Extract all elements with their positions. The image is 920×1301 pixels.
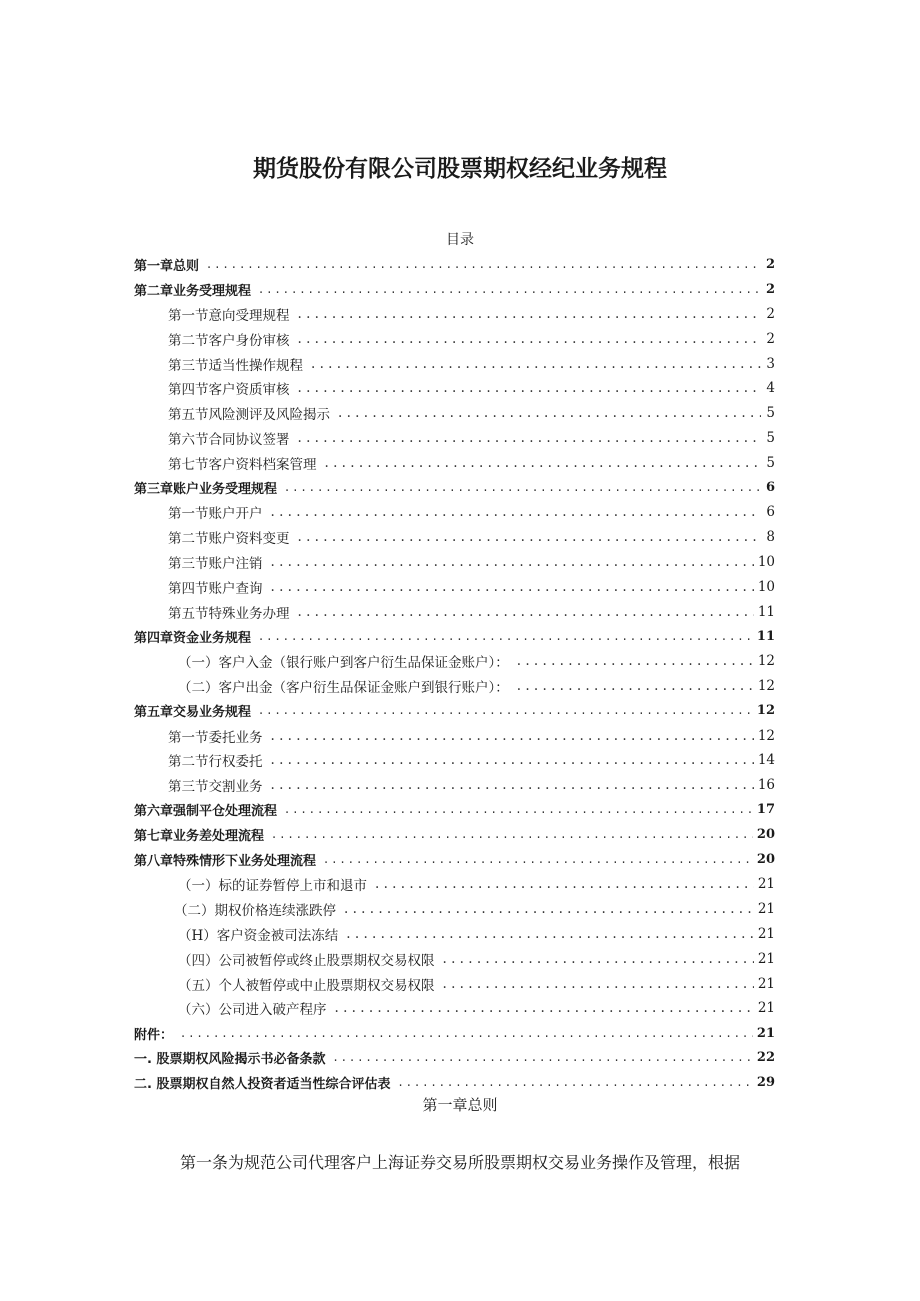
toc-dot-leader: [335, 1000, 754, 1016]
toc-entry-page: 22: [756, 1050, 775, 1066]
toc-dot-leader: [259, 629, 753, 644]
toc-entry-page: 5: [766, 429, 775, 446]
toc-dot-leader: [344, 901, 754, 917]
toc-entry-label: （一）标的证券暂停上市和退市: [178, 878, 367, 895]
toc-entry-label: 第四章资金业务规程: [134, 630, 252, 646]
toc-entry-page: 12: [756, 703, 775, 719]
toc-entry[interactable]: [134, 624, 775, 649]
toc-entry[interactable]: [134, 376, 775, 401]
toc-entry-label: 第四节客户资质审核: [168, 382, 290, 399]
toc-entry-label: 第一节意向受理规程: [168, 307, 290, 324]
toc-entry-page: 14: [757, 752, 775, 769]
toc-entry[interactable]: [134, 897, 775, 922]
toc-entry-page: 17: [756, 802, 775, 818]
toc-entry-page: 12: [757, 727, 775, 744]
toc-dot-leader: [443, 976, 754, 992]
toc-dot-leader: [298, 331, 762, 347]
toc-entry-label: 第三节适当性操作规程: [168, 357, 303, 374]
toc-entry[interactable]: [134, 1070, 775, 1095]
toc-entry-label: 第二节行权委托: [168, 754, 263, 771]
toc-entry-page: 29: [756, 1075, 775, 1091]
toc-entry[interactable]: [134, 277, 775, 302]
toc-dot-leader: [346, 926, 754, 942]
toc-entry-label: 第二节客户身份审核: [168, 332, 290, 349]
toc-entry-label: （二）客户出金（客户衍生品保证金账户到银行账户）：: [178, 679, 509, 696]
toc-entry-page: 11: [757, 603, 775, 620]
toc-entry-label: 第八章特殊情形下业务处理流程: [134, 854, 317, 870]
toc-dot-leader: [207, 257, 761, 272]
toc-entry[interactable]: [134, 500, 775, 525]
toc-dot-leader: [298, 380, 762, 396]
toc-entry[interactable]: [134, 550, 775, 575]
toc-entry-label: 第六章强制平仓处理流程: [134, 804, 278, 820]
toc-entry-page: 2: [766, 330, 775, 347]
toc-entry-label: （四）公司被暂停或终止股票期权交易权限: [178, 952, 435, 969]
toc-entry-page: 2: [765, 281, 775, 297]
toc-dot-leader: [398, 1075, 752, 1090]
toc-entry[interactable]: [134, 1021, 775, 1046]
toc-entry[interactable]: [134, 599, 775, 624]
table-of-contents: [134, 252, 775, 1095]
toc-entry-label: 第一节委托业务: [168, 729, 263, 746]
toc-entry-label: （二）期权价格连续涨跌停: [174, 903, 336, 920]
toc-entry-page: 5: [766, 454, 775, 471]
toc-entry[interactable]: [134, 748, 775, 773]
toc-entry-label: 第三节账户注销: [168, 555, 263, 572]
toc-entry[interactable]: [134, 847, 775, 872]
body-paragraph: 第一条为规范公司代理客户上海证券交易所股票期权交易业务操作及管理，根据: [180, 1153, 741, 1172]
toc-entry[interactable]: [134, 698, 775, 723]
toc-dot-leader: [259, 282, 761, 297]
toc-entry[interactable]: [134, 773, 775, 798]
toc-entry-page: 21: [757, 975, 775, 992]
toc-dot-leader: [285, 802, 753, 817]
toc-entry-label: 第六节合同协议签署: [168, 431, 290, 448]
toc-dot-leader: [181, 1026, 753, 1041]
toc-entry-page: 12: [757, 677, 775, 694]
toc-dot-leader: [298, 529, 762, 545]
toc-entry[interactable]: [134, 674, 775, 699]
toc-entry[interactable]: [134, 946, 775, 971]
toc-entry-page: 10: [757, 553, 775, 570]
toc-entry-page: 2: [765, 256, 775, 272]
toc-entry-page: 8: [766, 529, 775, 546]
toc-dot-leader: [517, 653, 754, 669]
toc-entry-label: 一. 股票期权风险揭示书必备条款: [134, 1052, 326, 1068]
toc-entry[interactable]: [134, 872, 775, 897]
toc-entry-label: （一）客户入金（银行账户到客户衍生品保证金账户）：: [178, 655, 509, 672]
toc-dot-leader: [443, 951, 754, 967]
toc-entry-page: 21: [757, 1000, 775, 1017]
toc-entry[interactable]: [134, 723, 775, 748]
toc-dot-leader: [298, 604, 754, 620]
toc-entry[interactable]: [134, 450, 775, 475]
document-title: 期货股份有限公司股票期权经纪业务规程: [253, 156, 667, 182]
toc-entry[interactable]: [134, 426, 775, 451]
toc-entry-label: 附件：: [134, 1027, 174, 1043]
toc-entry[interactable]: [134, 971, 775, 996]
toc-dot-leader: [271, 777, 754, 793]
toc-entry[interactable]: [134, 525, 775, 550]
toc-entry[interactable]: [134, 574, 775, 599]
toc-dot-leader: [375, 876, 754, 892]
toc-entry-label: 第三章账户业务受理规程: [134, 482, 278, 498]
toc-dot-leader: [285, 480, 761, 495]
toc-dot-leader: [271, 504, 762, 520]
chapter-heading: 第一章总则: [422, 1096, 498, 1114]
toc-dot-leader: [517, 678, 754, 694]
toc-entry-label: 第二章业务受理规程: [134, 283, 252, 299]
toc-dot-leader: [271, 554, 754, 570]
toc-entry-page: 5: [766, 405, 775, 422]
toc-dot-leader: [298, 306, 762, 322]
toc-entry-page: 2: [766, 305, 775, 322]
toc-entry-page: 21: [757, 876, 775, 893]
toc-entry-page: 21: [757, 950, 775, 967]
toc-entry-page: 20: [756, 827, 775, 843]
toc-dot-leader: [333, 1050, 752, 1065]
toc-entry-page: 20: [756, 852, 775, 868]
toc-dot-leader: [259, 703, 753, 718]
toc-entry[interactable]: [134, 401, 775, 426]
toc-entry[interactable]: [134, 326, 775, 351]
toc-entry-page: 4: [766, 380, 775, 397]
toc-entry-page: 10: [757, 578, 775, 595]
toc-entry-label: 第一章总则: [134, 258, 200, 274]
toc-entry-label: 第五章交易业务规程: [134, 705, 252, 721]
toc-entry[interactable]: [134, 1046, 775, 1071]
toc-entry-label: 第四节账户查询: [168, 580, 263, 597]
toc-dot-leader: [271, 728, 754, 744]
toc-entry-page: 6: [765, 480, 775, 496]
toc-entry[interactable]: [134, 922, 775, 947]
toc-dot-leader: [272, 827, 753, 842]
toc-entry-page: 6: [766, 504, 775, 521]
toc-entry-label: 第三节交割业务: [168, 779, 263, 796]
toc-entry-page: 21: [757, 925, 775, 942]
toc-entry-page: 12: [757, 653, 775, 670]
toc-entry-label: （五）个人被暂停或中止股票期权交易权限: [178, 977, 435, 994]
toc-entry-label: 第一节账户开户: [168, 506, 263, 523]
toc-entry[interactable]: [134, 475, 775, 500]
toc-heading: 目录: [446, 232, 474, 248]
toc-entry-page: 11: [756, 628, 775, 644]
toc-entry[interactable]: [134, 649, 775, 674]
toc-entry-label: 第五节特殊业务办理: [168, 605, 290, 622]
toc-dot-leader: [311, 356, 761, 372]
toc-dot-leader: [271, 579, 754, 595]
toc-entry-label: 第五节风险测评及风险揭示: [168, 407, 330, 424]
toc-dot-leader: [324, 852, 753, 867]
toc-entry-page: 16: [757, 777, 775, 794]
toc-entry[interactable]: [134, 822, 775, 847]
toc-dot-leader: [298, 430, 762, 446]
toc-dot-leader: [325, 455, 762, 471]
toc-entry[interactable]: [134, 302, 775, 327]
toc-entry[interactable]: [134, 798, 775, 823]
toc-entry-page: 21: [756, 1025, 775, 1041]
toc-entry-label: 二. 股票期权自然人投资者适当性综合评估表: [134, 1077, 391, 1093]
toc-entry-page: 3: [766, 355, 775, 372]
toc-entry-label: 第七节客户资料档案管理: [168, 456, 317, 473]
toc-entry-label: 第二节账户资料变更: [168, 531, 290, 548]
toc-entry[interactable]: [134, 252, 775, 277]
toc-entry[interactable]: [134, 351, 775, 376]
toc-entry-page: 21: [757, 901, 775, 918]
toc-dot-leader: [338, 405, 761, 421]
toc-entry[interactable]: [134, 996, 775, 1021]
toc-entry-label: （H）客户资金被司法冻结: [178, 927, 339, 944]
toc-entry-label: （六）公司进入破产程序: [178, 1002, 327, 1019]
toc-entry-label: 第七章业务差处理流程: [134, 829, 265, 845]
toc-dot-leader: [271, 752, 754, 768]
